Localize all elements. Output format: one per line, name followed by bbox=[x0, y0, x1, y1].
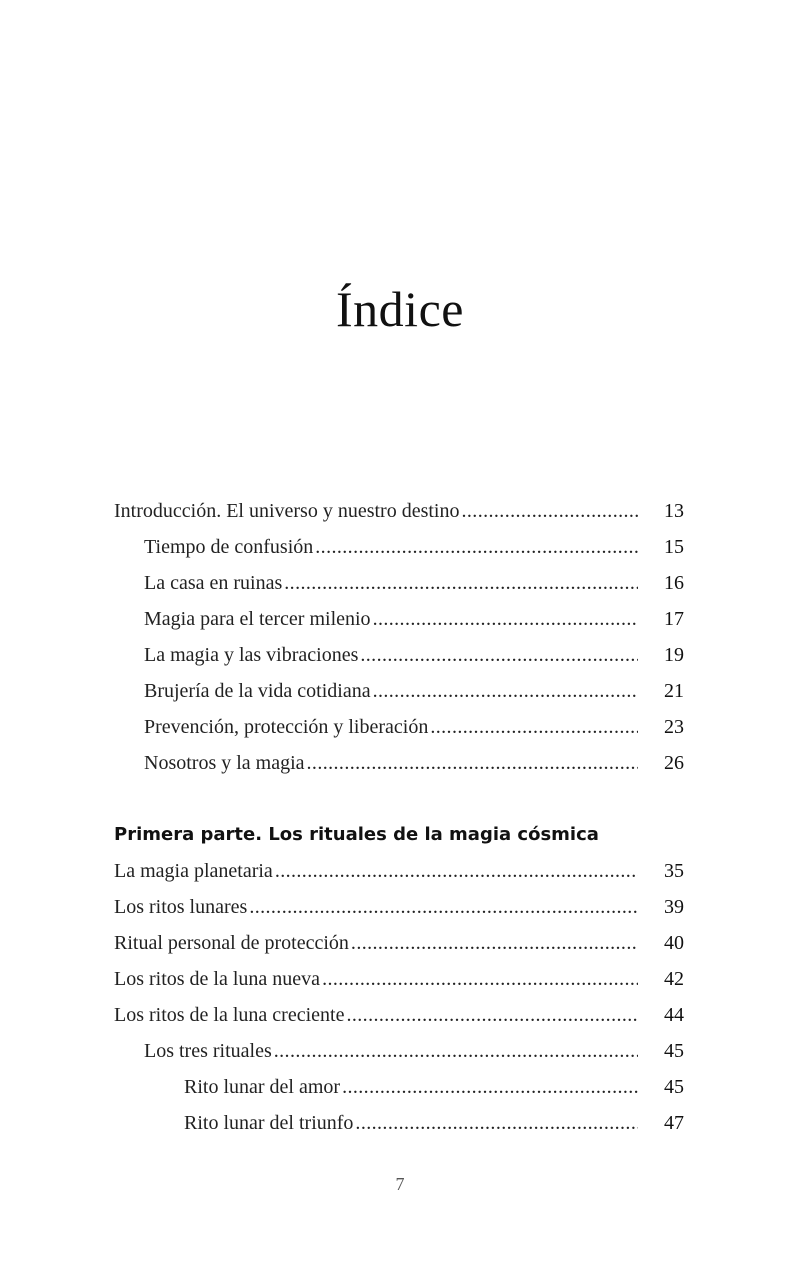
page-title: Índice bbox=[336, 281, 464, 337]
toc-entry-title: Los ritos de la luna creciente ..... bbox=[114, 997, 638, 1033]
toc-entry-title: La magia planetaria ..... bbox=[114, 853, 638, 889]
toc-entry-page: 45 bbox=[664, 1040, 684, 1062]
toc-entry-title: Los ritos lunares ..... bbox=[114, 889, 638, 925]
toc-entry-page: 19 bbox=[664, 644, 684, 666]
toc-entry bbox=[114, 709, 684, 745]
toc-entry-title: Prevención, protección y liberación ..... bbox=[144, 709, 638, 745]
toc-entry-page: 39 bbox=[664, 896, 684, 918]
toc-entry-page: 35 bbox=[664, 860, 684, 882]
toc-entry-title: Rito lunar del amor ..... bbox=[184, 1069, 638, 1105]
toc-entry bbox=[114, 997, 684, 1033]
toc-entry-page: 16 bbox=[664, 572, 684, 594]
toc-entry bbox=[114, 961, 684, 997]
toc-entry bbox=[114, 925, 684, 961]
toc-entry-page: 47 bbox=[664, 1112, 684, 1134]
table-of-contents bbox=[114, 493, 684, 1141]
toc-entry bbox=[114, 601, 684, 637]
toc-entry bbox=[114, 889, 684, 925]
toc-entry bbox=[114, 637, 684, 673]
toc-entry bbox=[114, 1069, 684, 1105]
toc-entry-title: Tiempo de confusión ..... bbox=[144, 529, 638, 565]
toc-entry bbox=[114, 745, 684, 781]
toc-entry bbox=[114, 673, 684, 709]
toc-entry bbox=[114, 1033, 684, 1069]
toc-entry-title: La casa en ruinas ..... bbox=[144, 565, 638, 601]
toc-entry-page: 40 bbox=[664, 932, 684, 954]
toc-entry-title: Nosotros y la magia ..... bbox=[144, 745, 638, 781]
toc-entry-page: 45 bbox=[664, 1076, 684, 1098]
toc-entry-page: 17 bbox=[664, 608, 684, 630]
toc-entry-title: La magia y las vibraciones ..... bbox=[144, 637, 638, 673]
toc-entry-title: Los tres rituales ..... bbox=[144, 1033, 638, 1069]
toc-entry-title: Brujería de la vida cotidiana ..... bbox=[144, 673, 638, 709]
toc-entry bbox=[114, 493, 684, 529]
toc-entry-page: 26 bbox=[664, 752, 684, 774]
toc-entry-title: Los ritos de la luna nueva ..... bbox=[114, 961, 638, 997]
toc-entry-title: Rito lunar del triunfo ..... bbox=[184, 1105, 638, 1141]
toc-entry bbox=[114, 1105, 684, 1141]
toc-entry bbox=[114, 529, 684, 565]
toc-entry-page: 13 bbox=[664, 500, 684, 522]
toc-entry-title: Introducción. El universo y nuestro destino ..... bbox=[114, 493, 638, 529]
toc-entry bbox=[114, 565, 684, 601]
toc-entry bbox=[114, 853, 684, 889]
toc-entry-title: Ritual personal de protección ..... bbox=[114, 925, 638, 961]
toc-entry-title: Magia para el tercer milenio ..... bbox=[144, 601, 638, 637]
toc-entry-page: 42 bbox=[664, 968, 684, 990]
toc-entry-page: 21 bbox=[664, 680, 684, 702]
part-heading: Primera parte. Los rituales de la magia cósmica bbox=[114, 824, 599, 845]
toc-entry-page: 23 bbox=[664, 716, 684, 738]
toc-entry-page: 44 bbox=[664, 1004, 684, 1026]
page-number: 7 bbox=[395, 1174, 405, 1194]
toc-entry-page: 15 bbox=[664, 536, 684, 558]
